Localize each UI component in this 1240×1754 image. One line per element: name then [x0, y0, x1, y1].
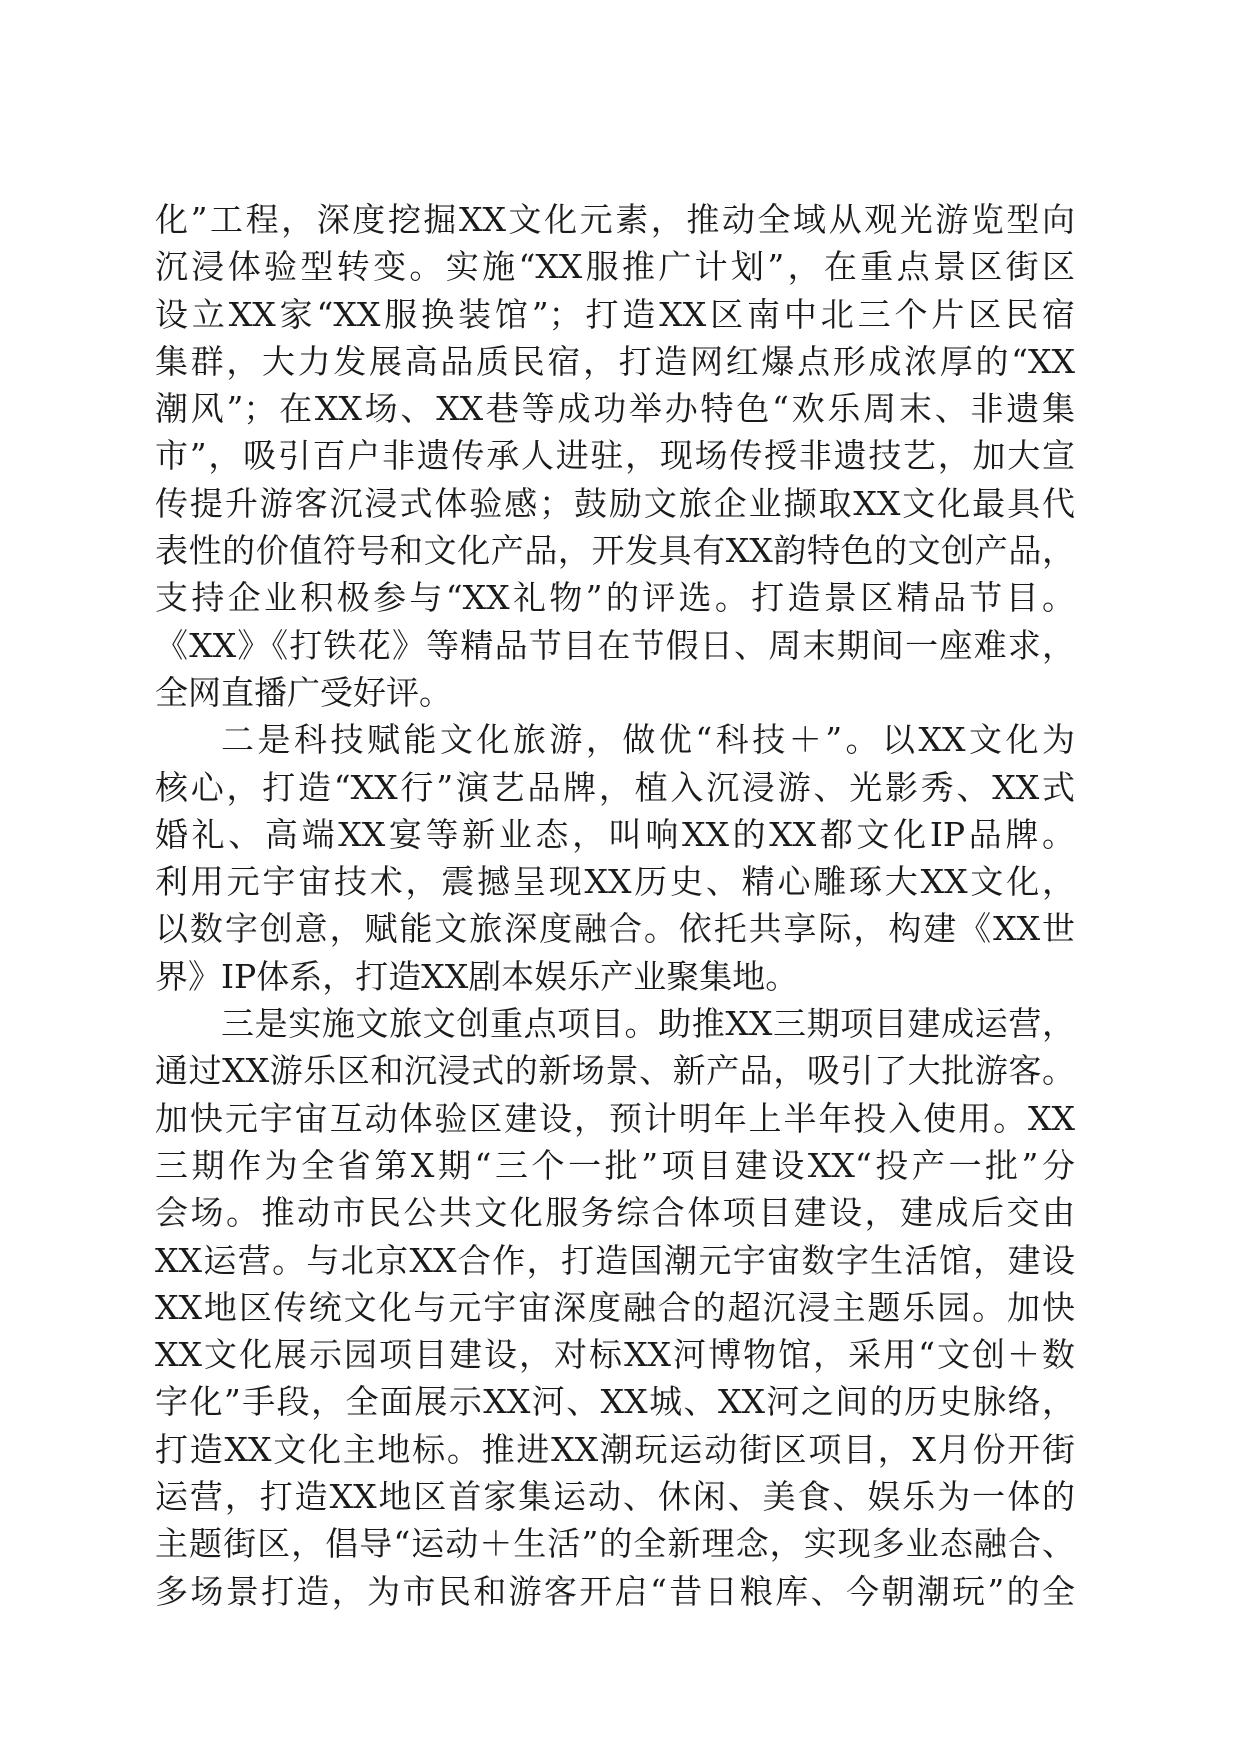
text-line: 市”，吸引百户非遗传承人进驻，现场传授非遗技艺，加大宣	[155, 436, 1075, 476]
text-line: 字化”手段，全面展示XX河、XX城、XX河之间的历史脉络，	[155, 1382, 1075, 1422]
text-line: 沉浸体验型转变。实施“XX服推广计划”，在重点景区街区	[155, 247, 1075, 287]
text-line: 潮风”；在XX场、XX巷等成功举办特色“欢乐周末、非遗集	[155, 389, 1075, 429]
text-line: 多场景打造，为市民和游客开启“昔日粮库、今朝潮玩”的全	[155, 1571, 1075, 1611]
text-line: 支持企业积极参与“XX礼物”的评选。打造景区精品节目。	[155, 578, 1075, 618]
text-line: 运营，打造XX地区首家集运动、休闲、美食、娱乐为一体的	[155, 1477, 1075, 1517]
text-line: 集群，大力发展高品质民宿，打造网红爆点形成浓厚的“XX	[155, 341, 1075, 381]
text-line: 化”工程，深度挖掘XX文化元素，推动全域从观光游览型向	[155, 200, 1075, 239]
text-line: 通过XX游乐区和沉浸式的新场景、新产品，吸引了大批游客。	[155, 1051, 1075, 1091]
paragraph-end-line: 全网直播广受好评。	[155, 672, 452, 712]
text-line: 主题街区，倡导“运动＋生活”的全新理念，实现多业态融合、	[155, 1524, 1075, 1564]
paragraph-start-line: 二是科技赋能文化旅游，做优“科技＋”。以XX文化为	[221, 720, 1075, 760]
paragraph-end-line: 界》IP体系，打造XX剧本娱乐产业聚集地。	[155, 956, 799, 996]
text-line: 传提升游客沉浸式体验感；鼓励文旅企业撷取XX文化最具代	[155, 483, 1075, 523]
text-line: 打造XX文化主地标。推进XX潮玩运动街区项目，X月份开街	[155, 1429, 1075, 1469]
text-line: 《XX》《打铁花》等精品节目在节假日、周末期间一座难求，	[155, 625, 1075, 665]
text-line: XX文化展示园项目建设，对标XX河博物馆，采用“文创＋数	[155, 1335, 1075, 1375]
text-line: 利用元宇宙技术，震撼呈现XX历史、精心雕琢大XX文化，	[155, 862, 1075, 902]
text-line: 三期作为全省第X期“三个一批”项目建设XX“投产一批”分	[155, 1145, 1075, 1185]
text-line: 会场。推动市民公共文化服务综合体项目建设，建成后交由	[155, 1193, 1075, 1233]
text-line: XX运营。与北京XX合作，打造国潮元宇宙数字生活馆，建设	[155, 1240, 1075, 1280]
text-line: 加快元宇宙互动体验区建设，预计明年上半年投入使用。XX	[155, 1098, 1075, 1138]
text-line: 以数字创意，赋能文旅深度融合。依托共享际，构建《XX世	[155, 909, 1075, 949]
text-line: 核心，打造“XX行”演艺品牌，植入沉浸游、光影秀、XX式	[155, 767, 1075, 807]
body-text	[155, 196, 1075, 1615]
text-line: XX地区传统文化与元宇宙深度融合的超沉浸主题乐园。加快	[155, 1287, 1075, 1327]
paragraph-start-line: 三是实施文旅文创重点项目。助推XX三期项目建成运营，	[221, 1004, 1075, 1044]
text-line: 婚礼、高端XX宴等新业态，叫响XX的XX都文化IP品牌。	[155, 814, 1075, 854]
text-line: 表性的价值符号和文化产品，开发具有XX韵特色的文创产品，	[155, 531, 1075, 571]
text-line: 设立XX家“XX服换装馆”；打造XX区南中北三个片区民宿	[155, 294, 1075, 334]
